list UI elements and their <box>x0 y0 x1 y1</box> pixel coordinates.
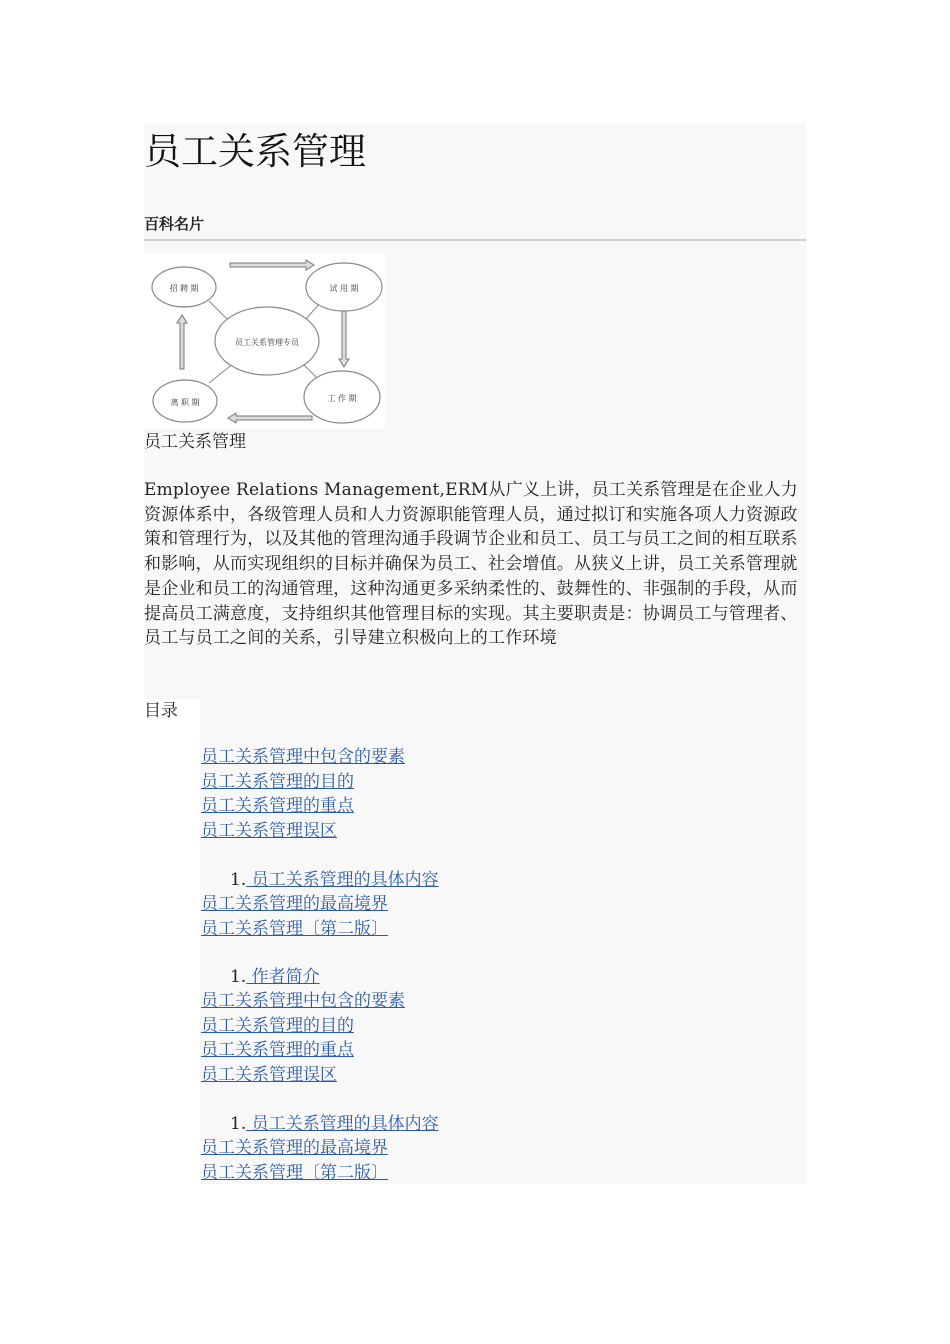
toc-item <box>201 745 405 770</box>
page-title: 员工关系管理 <box>144 130 366 173</box>
toc-item <box>201 989 405 1014</box>
toc-item <box>201 1136 388 1161</box>
card-label: 百科名片 <box>144 215 205 233</box>
toc-item <box>201 1038 405 1063</box>
intro-paragraph: Employee Relations Management,ERM从广义上讲，员工关系管理是在企业人力资源体系中，各级管理人员和人力资源职能管理人员，通过拟订和实施各项人力资源政策和管理行为，以及其他的管理沟通手段调节企业和员工、员工与员工之间的相互联系和影响，从而实现组织的目标并确保为员工、社会增值。从狭义上讲，员工关系管理就是企业和员工的沟通管理，这种沟通更多采纳柔性的、鼓舞性的、非强制的手段，从而提高员工满意度，支持组织其他管理目标的实现。其主要职责是：协调员工与管理者、员工与员工之间的关系，引导建立积极向上的工作环境 <box>144 480 798 649</box>
toc-item <box>201 819 405 844</box>
toc-link[interactable]: 员工关系管理误区 <box>201 1065 337 1086</box>
toc-link[interactable]: 员工关系管理的重点 <box>201 1040 354 1061</box>
toc-link[interactable]: 员工关系管理的具体内容 <box>246 870 439 890</box>
toc-number: 1. <box>230 967 247 987</box>
toc-item <box>201 1014 405 1039</box>
toc-numbered-item <box>230 965 320 989</box>
toc-link[interactable]: 员工关系管理〔第二版〕 <box>201 1162 388 1183</box>
toc-item <box>201 892 388 917</box>
figure-caption: 员工关系管理 <box>144 432 246 452</box>
toc-link[interactable]: 员工关系管理的目的 <box>201 771 354 792</box>
diagram-label-center: 员工关系管理专员 <box>235 338 299 347</box>
toc-number: 1. <box>230 870 247 890</box>
toc-group <box>201 989 405 1088</box>
diagram-label-trial: 试 用 期 <box>329 284 359 293</box>
toc-link[interactable]: 员工关系管理误区 <box>201 821 337 842</box>
toc-numbered-item <box>230 868 439 892</box>
toc-group <box>201 745 405 844</box>
toc-item <box>201 770 405 795</box>
toc-item <box>201 1063 405 1088</box>
toc-group <box>201 1136 388 1185</box>
toc-link[interactable]: 员工关系管理的最高境界 <box>201 1138 388 1158</box>
divider <box>144 239 806 241</box>
toc-item <box>201 917 388 942</box>
diagram-label-recruit: 招 聘 期 <box>169 284 199 293</box>
toc-number: 1. <box>230 1114 247 1134</box>
toc-numbered-item <box>230 1112 439 1136</box>
toc-group <box>201 892 388 941</box>
diagram-label-leave: 离 职 期 <box>170 398 200 407</box>
toc-item <box>201 794 405 819</box>
relationship-diagram <box>144 253 385 429</box>
toc-item <box>201 1161 388 1186</box>
toc-heading: 目录 <box>144 699 200 723</box>
toc-link[interactable]: 员工关系管理中包含的要素 <box>201 747 405 767</box>
diagram-label-work: 工 作 期 <box>327 394 357 403</box>
toc-link[interactable]: 员工关系管理的目的 <box>201 1015 354 1036</box>
toc-link[interactable]: 员工关系管理的最高境界 <box>201 894 388 914</box>
toc-link[interactable]: 员工关系管理中包含的要素 <box>201 991 405 1011</box>
toc-gutter <box>144 722 200 1184</box>
toc-link[interactable]: 员工关系管理的具体内容 <box>246 1114 439 1134</box>
toc-link[interactable]: 员工关系管理的重点 <box>201 796 354 817</box>
toc-link[interactable]: 作者简介 <box>246 967 320 987</box>
toc-link[interactable]: 员工关系管理〔第二版〕 <box>201 918 388 939</box>
